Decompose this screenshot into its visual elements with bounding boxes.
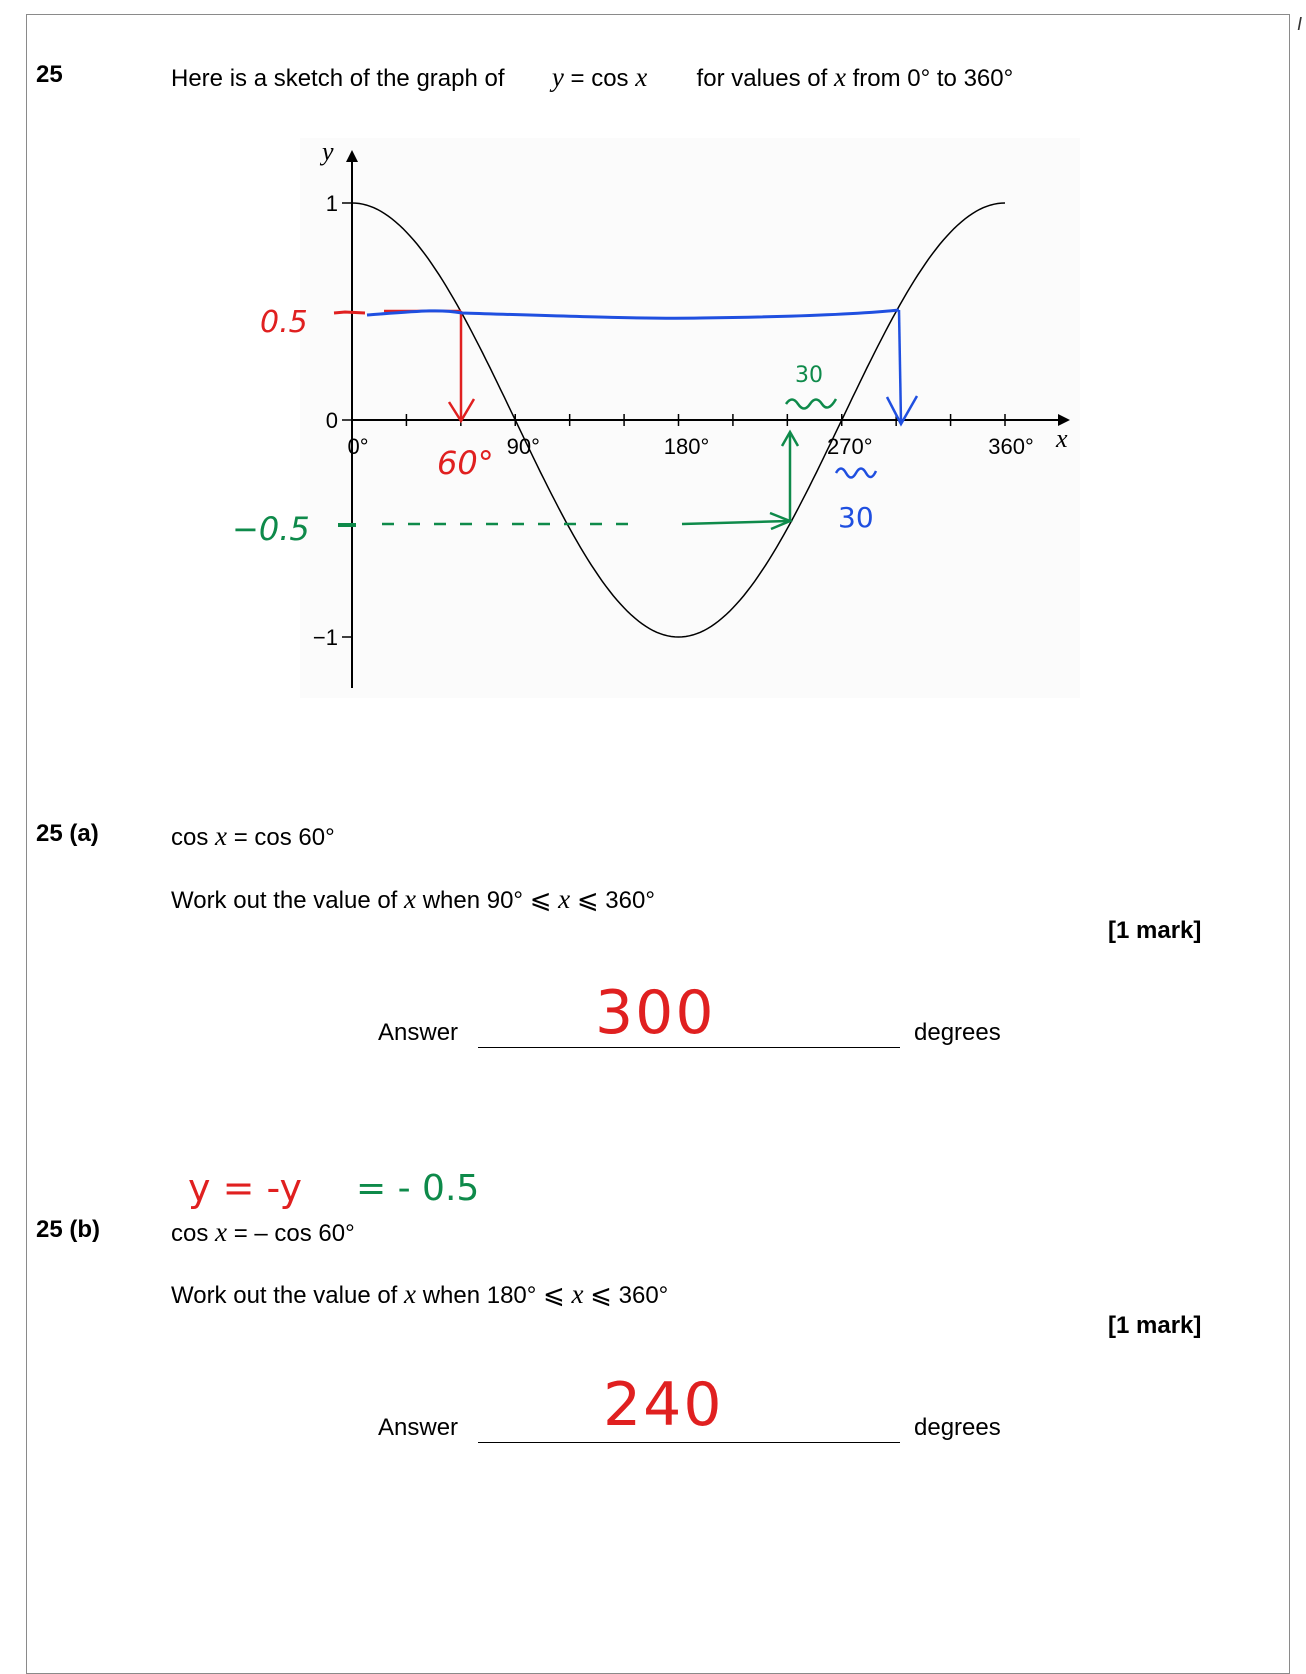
part-b-x: x — [215, 1217, 228, 1247]
part-a-leq-1: ⩽ — [529, 884, 552, 914]
y-tick-label: −1 — [312, 625, 338, 650]
part-a-inst-mid: when 90° — [422, 887, 524, 914]
green-top-label: 30 — [795, 363, 823, 388]
part-a-answer-value: 300 — [595, 978, 716, 1048]
graph-background — [300, 138, 1080, 698]
part-b-equation — [171, 1217, 355, 1248]
part-a-rhs: = cos 60° — [233, 824, 335, 851]
part-a-answer-label: Answer — [378, 1019, 459, 1046]
intro-range-x: x — [833, 62, 846, 92]
equation-y: y — [551, 62, 564, 92]
part-b-answer-value: 240 — [603, 1370, 724, 1440]
part-b-cos: cos — [171, 1220, 209, 1247]
part-a-cos: cos — [171, 824, 209, 851]
part-a-label: 25 (a) — [36, 820, 99, 847]
x-tick-label: 360° — [988, 434, 1034, 459]
question-number: 25 — [36, 61, 63, 88]
part-b-instruction — [171, 1279, 668, 1310]
part-b-inst-x: x — [404, 1279, 417, 1309]
equation-eq: = cos — [570, 65, 629, 92]
x-tick-label: 0° — [347, 434, 369, 459]
part-b-hand-red: y = -y — [188, 1166, 303, 1210]
part-b-inst-end: 360° — [618, 1282, 669, 1309]
part-b-answer-label: Answer — [378, 1414, 459, 1441]
cosine-graph — [0, 0, 1306, 760]
red-y-label: 0.5 — [260, 305, 308, 340]
part-a-unit: degrees — [914, 1019, 1001, 1046]
part-b-inst-pre: Work out the value of — [171, 1282, 398, 1309]
part-b-label: 25 (b) — [36, 1216, 101, 1243]
red-tick-mark — [334, 312, 365, 313]
equation-x: x — [635, 62, 648, 92]
part-b-unit: degrees — [914, 1414, 1001, 1441]
red-x-label: 60° — [437, 444, 494, 482]
part-b-hand-green: = - 0.5 — [356, 1168, 480, 1209]
x-tick-label: 270° — [826, 434, 873, 459]
part-b-answer-line[interactable] — [478, 1442, 900, 1443]
part-b-leq-2: ⩽ — [590, 1279, 612, 1309]
part-b-marks: [1 mark] — [1108, 1312, 1202, 1339]
part-a-inst-pre: Work out the value of — [171, 887, 398, 914]
part-b-inst-x2: x — [571, 1279, 584, 1309]
page-edge-mark: I — [1297, 14, 1303, 34]
y-axis-label: y — [322, 137, 334, 166]
green-y-label: −0.5 — [232, 510, 310, 548]
y-tick-label: 1 — [325, 191, 338, 216]
x-tick-label: 90° — [506, 434, 540, 459]
part-a-equation — [171, 821, 335, 852]
part-b-leq-1: ⩽ — [543, 1279, 565, 1309]
part-a-leq-2: ⩽ — [576, 884, 599, 914]
part-a-inst-x: x — [404, 884, 417, 914]
part-b-inst-mid: when 180° — [422, 1282, 537, 1309]
part-a-inst-x2: x — [558, 884, 571, 914]
x-axis-label: x — [1056, 424, 1068, 453]
intro-text: Here is a sketch of the graph of — [171, 65, 505, 92]
part-a-instruction — [171, 884, 655, 915]
part-a-inst-end: 360° — [605, 887, 655, 914]
part-b-rhs: = – cos 60° — [233, 1220, 355, 1247]
part-a-x: x — [215, 821, 228, 851]
y-tick-label: 0 — [325, 408, 338, 433]
intro-range-pre: for values of — [696, 65, 828, 92]
blue-bottom-label: 30 — [838, 501, 874, 534]
x-tick-label: 180° — [663, 434, 710, 459]
part-a-marks: [1 mark] — [1108, 917, 1202, 944]
intro-range-post: from 0° to 360° — [852, 65, 1014, 92]
